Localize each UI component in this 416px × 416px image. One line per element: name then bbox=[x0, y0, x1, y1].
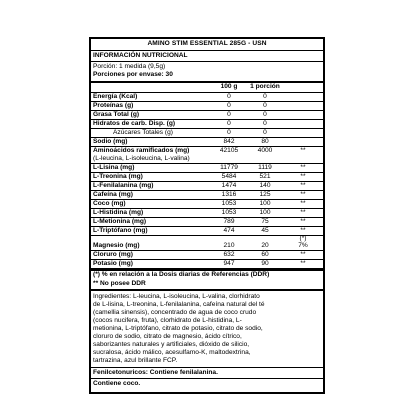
footnote-ddr: (*) % en relación a la Dosis diarias de Referencias (DDR) bbox=[91, 269, 323, 280]
row-label: L-Metionina (mg) bbox=[93, 217, 147, 225]
col-per-portion: 1 porción bbox=[250, 83, 280, 91]
row-value-100g: 842 bbox=[223, 137, 235, 145]
row-value-100g: 947 bbox=[223, 259, 235, 267]
nutrient-row bbox=[91, 218, 323, 227]
ingredients-line: sucralosa, ácido málico, acesulfamo-K, maltodextrina, bbox=[93, 349, 251, 356]
coconut-warning: Contiene coco. bbox=[91, 378, 323, 389]
footnote-no-ddr: ** No posee DDR bbox=[93, 280, 146, 288]
row-label: L-Treonina (mg) bbox=[93, 172, 143, 180]
row-label: Hidratos de carb. Disp. (g) bbox=[93, 119, 176, 127]
row-ddr: ** bbox=[300, 146, 306, 154]
row-value-portion: 45 bbox=[261, 226, 269, 234]
row-label: Proteínas (g) bbox=[93, 101, 134, 109]
row-value-portion: 4000 bbox=[257, 146, 273, 154]
amino-detail-row bbox=[91, 155, 323, 164]
row-value-100g: 0 bbox=[227, 110, 231, 118]
ingredients-line: metionina, L-triptófano, citrato de potasio, citrato de sodio, bbox=[93, 325, 263, 332]
row-value-portion: 90 bbox=[261, 259, 269, 267]
nutrition-label bbox=[89, 37, 325, 394]
row-value-100g: 789 bbox=[223, 217, 235, 225]
row-value-100g: 0 bbox=[227, 101, 231, 109]
row-value-portion: 1119 bbox=[258, 163, 272, 171]
row-ddr bbox=[283, 93, 323, 101]
row-value-portion: 0 bbox=[263, 110, 267, 118]
row-value-100g: 1053 bbox=[221, 199, 237, 207]
row-ddr bbox=[283, 111, 323, 119]
ingredients-line: (cocos nucifera, fruta), clorhidrato de L-histidina, L- bbox=[93, 317, 242, 324]
nutrient-row bbox=[91, 93, 323, 102]
row-value-100g: 0 bbox=[227, 92, 231, 100]
portions-per-container: Porciones por envase: 30 bbox=[93, 70, 173, 78]
row-ddr: ** bbox=[300, 181, 306, 189]
row-ddr: ** bbox=[300, 226, 306, 234]
row-value-portion: 20 bbox=[261, 241, 269, 249]
phenylketonuric-warning: Fenilcetonuricos: Contiene fenilalanina. bbox=[91, 367, 323, 378]
row-ddr: ** bbox=[300, 172, 306, 180]
row-value-100g: 1053 bbox=[221, 208, 237, 216]
col-per-100g: 100 g bbox=[220, 83, 238, 91]
row-ddr: ** bbox=[300, 163, 306, 171]
row-value-100g: 632 bbox=[223, 250, 235, 258]
row-value-portion: 521 bbox=[259, 172, 271, 180]
row-ddr bbox=[283, 129, 323, 137]
row-label: Cafeína (mg) bbox=[93, 190, 133, 198]
nutrient-row bbox=[91, 227, 323, 236]
ingredients-line: tartrazina, azul brillante FCP. bbox=[93, 357, 178, 364]
ingredients-line: saborizantes naturales y artificiales, dióxido de silicio, bbox=[93, 341, 250, 348]
nutrient-row bbox=[91, 260, 323, 269]
row-value-portion: 0 bbox=[263, 92, 267, 100]
row-value-100g: 5484 bbox=[221, 172, 237, 180]
row-value-100g: 1474 bbox=[221, 181, 237, 189]
row-label: L-Lisina (mg) bbox=[93, 163, 135, 171]
ingredients-line: (camellia sinensis), concentrado de agua de coco crudo bbox=[93, 309, 257, 316]
row-value-portion: 60 bbox=[261, 250, 269, 258]
nutrient-row bbox=[91, 129, 323, 138]
row-value-100g: 474 bbox=[223, 226, 235, 234]
portion-size: Porción: 1 medida (9,5g) bbox=[93, 62, 166, 70]
amino-detail: (L-leucina, L-isoleucina, L-valina) bbox=[93, 154, 190, 162]
nutrient-row bbox=[91, 102, 323, 111]
row-value-portion: 125 bbox=[259, 190, 271, 198]
row-ddr bbox=[283, 102, 323, 110]
column-header bbox=[91, 83, 323, 93]
ingredients-line: de L-lisina, L-treonina, L-fenilalanina, cafeína natural del té bbox=[93, 301, 265, 308]
row-ddr bbox=[283, 138, 323, 146]
nutrient-row bbox=[91, 138, 323, 147]
nutrient-row bbox=[91, 182, 323, 191]
nutrient-row bbox=[91, 251, 323, 260]
row-value-portion: 0 bbox=[263, 128, 267, 136]
ddr-marker: (*) bbox=[299, 234, 307, 242]
row-label: Coco (mg) bbox=[93, 199, 126, 207]
row-ddr: ** bbox=[300, 208, 306, 216]
row-ddr bbox=[283, 120, 323, 128]
row-value-100g: 42105 bbox=[219, 146, 239, 154]
row-value-100g: 11779 bbox=[220, 163, 238, 171]
row-label: Azúcares Totales (g) bbox=[113, 128, 173, 136]
nutrient-row bbox=[91, 173, 323, 182]
nutrient-row bbox=[91, 111, 323, 120]
section-title: INFORMACIÓN NUTRICIONAL bbox=[91, 51, 323, 62]
nutrient-row bbox=[91, 164, 323, 173]
row-label: L-Triptófano (mg) bbox=[93, 226, 148, 234]
row-ddr: ** bbox=[300, 199, 306, 207]
row-label: Aminoácidos ramificados (mg) bbox=[93, 146, 190, 154]
row-value-100g: 0 bbox=[227, 119, 231, 127]
row-ddr: ** bbox=[300, 259, 306, 267]
row-value-portion: 80 bbox=[261, 137, 269, 145]
row-value-100g: 1316 bbox=[221, 190, 237, 198]
ingredients-line: cloruro de sodio, citrato de magnesio, ácido cítrico, bbox=[93, 333, 242, 340]
ingredients-line: Ingredientes: L-leucina, L-isoleucina, L-valina, clorhidrato bbox=[93, 293, 260, 300]
serving-info bbox=[91, 62, 323, 83]
row-label: L-Histidina (mg) bbox=[93, 208, 144, 216]
nutrient-row bbox=[91, 200, 323, 209]
nutrient-row bbox=[91, 191, 323, 200]
row-label: Sodio (mg) bbox=[93, 137, 128, 145]
row-label: Potasio (mg) bbox=[93, 259, 133, 267]
amino-row bbox=[91, 147, 323, 155]
row-value-portion: 75 bbox=[261, 217, 269, 225]
row-value-portion: 140 bbox=[259, 181, 271, 189]
row-value-100g: 0 bbox=[227, 128, 231, 136]
row-ddr: ** bbox=[300, 250, 306, 258]
product-title: AMINO STIM ESSENTIAL 285G - USN bbox=[91, 39, 323, 51]
row-label: Energía (Kcal) bbox=[93, 92, 138, 100]
row-value-portion: 100 bbox=[259, 199, 271, 207]
ingredients-block bbox=[91, 289, 323, 367]
row-label: Grasa Total (g) bbox=[93, 110, 140, 118]
nutrient-row bbox=[91, 120, 323, 129]
row-value-100g: 210 bbox=[223, 241, 235, 249]
row-value-portion: 100 bbox=[259, 208, 271, 216]
row-value-portion: 0 bbox=[263, 119, 267, 127]
row-label: L-Fenilalanina (mg) bbox=[93, 181, 154, 189]
row-ddr: ** bbox=[300, 190, 306, 198]
nutrient-row bbox=[91, 209, 323, 218]
row-label: Cloruro (mg) bbox=[93, 250, 133, 258]
row-value-portion: 0 bbox=[263, 101, 267, 109]
nutrient-row bbox=[91, 242, 323, 251]
row-label: Magnesio (mg) bbox=[93, 241, 140, 249]
row-ddr: ** bbox=[300, 217, 306, 225]
row-ddr: 7% bbox=[298, 241, 308, 249]
